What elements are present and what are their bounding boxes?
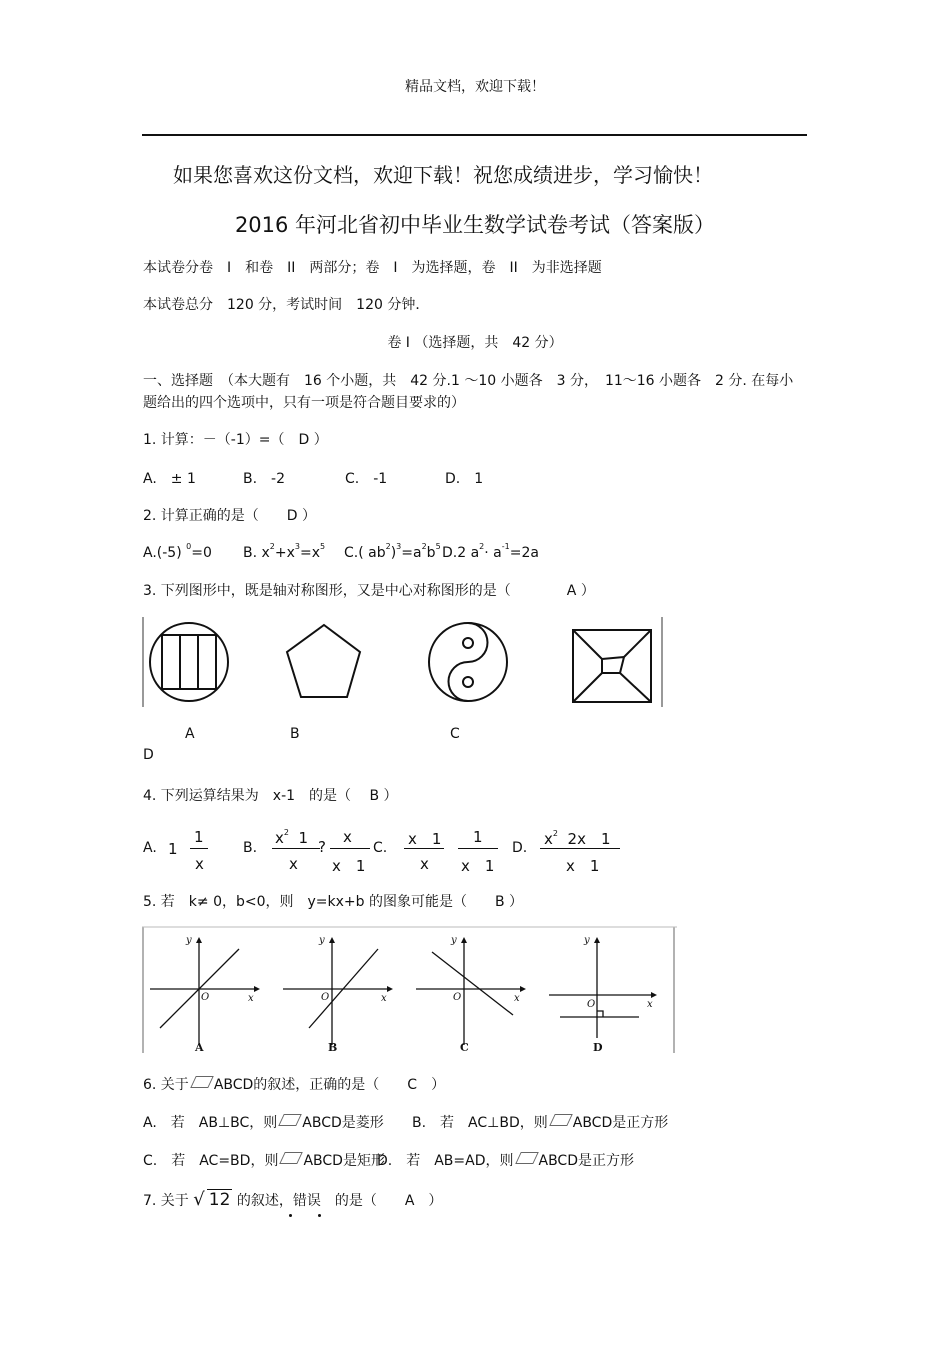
graph-c-y-label: y [451,935,457,946]
section-heading: 卷 I （选择题，共 42 分） [387,335,563,351]
q1-option-c: C. -1 [345,471,388,487]
instruction-line-1: 一、选择题 （本大题有 16 个小题，共 42 分.1 ～10 小题各 3 分， 11～16 小题各 2 分. 在每小 [143,373,794,389]
q3-label-d: D [143,747,154,763]
intro-line-2: 本试卷总分 120 分，考试时间 120 分钟． [143,297,430,313]
graph-a-y-label: y [186,935,192,946]
q2-option-c: C.( $ab^2)^3=a^2b^5$ [344,542,441,561]
graph-d-label: D [593,1041,603,1054]
q3-label-a: A [185,726,195,742]
graph-a-x-label: x [248,993,254,1004]
graph-a [150,937,260,1045]
q3-stem: 3. 下列图形中，既是轴对称图形，又是中心对称图形的是（ A ） [143,583,595,599]
q2-stem: 2. 计算正确的是（ D ） [143,508,317,524]
graph-c [416,937,526,1045]
q6-option-c: C. 若 AC=BD，则 ABCD是矩形 [143,1153,385,1169]
parallelogram-icon [549,1114,573,1126]
graph-b-y-label: y [319,935,325,946]
q6-option-b: B. 若 AC⊥BD，则 ABCD是正方形 [412,1115,669,1131]
q7-radicand: 12 [208,1190,231,1210]
q1-option-d: D. 1 [445,471,484,487]
graph-d-origin: O [587,999,596,1010]
header-rule [142,134,807,136]
parallelogram-icon [280,1152,304,1164]
graph-b-x-label: x [381,993,387,1004]
intro-line-1: 本试卷分卷 I 和卷 II 两部分；卷 I 为选择题，卷 II 为非选择题 [143,260,602,276]
figure-c-yin-yang [429,623,507,701]
parallelogram-icon [515,1152,539,1164]
q6-option-d: D. 若 AB=AD，则 ABCD是正方形 [377,1153,634,1169]
graph-a-origin: O [201,992,210,1003]
q6-stem: 6. 关于 ABCD的叙述，正确的是（ C ） [143,1077,446,1093]
graph-c-label: C [460,1041,469,1054]
graph-a-label: A [195,1041,204,1054]
parallelogram-icon [278,1114,302,1126]
q1-stem: 1. 计算：－（-1）=（ D ） [143,432,328,448]
instruction-line-2: 题给出的四个选项中，只有一项是符合题目要求的） [143,395,465,411]
graph-c-x-label: x [514,993,520,1004]
graph-d [549,937,657,1038]
graph-b-label: B [328,1041,338,1054]
q1-option-a: A. ± 1 [143,471,196,487]
q2-option-d: D.2 $a^2\cdot a^{-1}=2a$ [442,542,539,561]
emphasis-dot [289,1214,292,1217]
sqrt-icon: √ [193,1189,205,1210]
graph-c-origin: O [453,992,462,1003]
q1-option-b: B. -2 [243,471,286,487]
emphasis-dot [318,1214,321,1217]
q4-stem: 4. 下列运算结果为 x-1 的是（ B ） [143,788,398,804]
page-watermark: 精品文档，欢迎下载！ [405,79,545,95]
figure-a-circle-square [150,623,228,701]
q3-label-b: B [290,726,300,742]
q6-option-a: A. 若 AB⊥BC，则 ABCD是菱形 [143,1115,384,1131]
q3-label-c: C [450,726,460,742]
q7-stem: 7. 关于 √ 12 的叙述，错误 的是（ A ） [143,1189,443,1210]
slogan: 如果您喜欢这份文档，欢迎下载！祝您成绩进步，学习愉快！ [173,163,713,187]
q5-stem: 5. 若 k≠ 0，b<0，则 y=kx+b 的图象可能是（ B ） [143,894,524,910]
graph-b [283,937,393,1045]
q3-figures [142,615,664,710]
graph-d-y-label: y [584,935,590,946]
page-title: 2016 年河北省初中毕业生数学试卷考试（答案版） [234,213,716,237]
graph-d-x-label: x [647,999,653,1010]
q2-option-a: A.(-5) $^0$=0 [143,542,212,561]
figure-b-pentagon [287,625,360,697]
parallelogram-icon [190,1076,214,1088]
figure-d-pinwheel [573,630,651,702]
q2-option-b: B. $x^2+x^3=x^5$ [243,542,326,561]
graph-b-origin: O [321,992,330,1003]
q5-graphs [142,925,677,1055]
